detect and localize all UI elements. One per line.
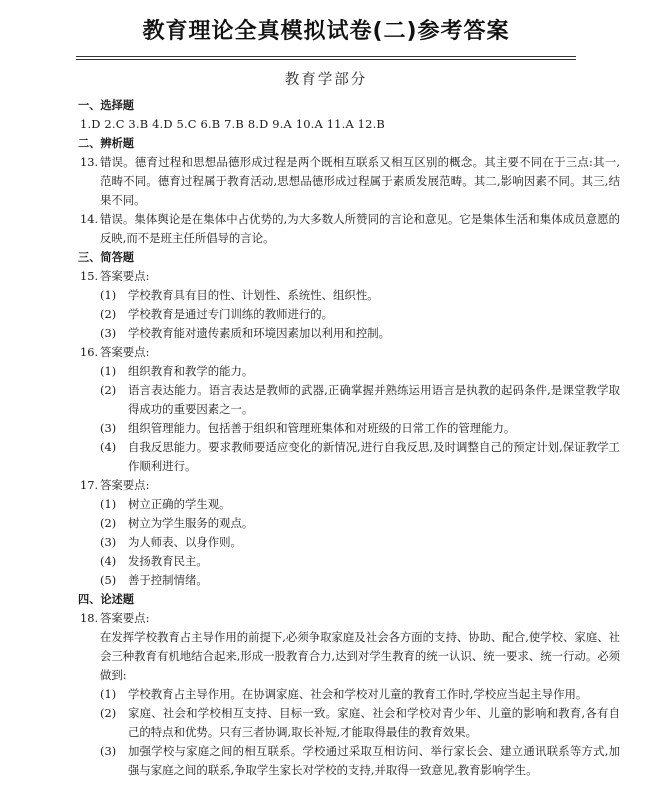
answer-point [80,571,620,590]
point-text: 学校教育具有目的性、计划性、系统性、组织性。 [128,288,379,302]
point-text: 学校教育是通过专门训练的教师进行的。 [128,307,334,321]
point-number: (1) [100,288,117,302]
section-heading-analysis: 二、辨析题 [78,137,134,150]
question-number: 16. [80,345,99,359]
point-number: (2) [100,516,117,530]
essay-intro: 在发挥学校教育占主导作用的前提下,必须争取家庭及社会各方面的支持、协助、配合,使学校、家庭、社会三种教育有机地结合起来,形成一股教育合力,达到对学生教育的统一认识、统一要求、统一行动。必须做到: [100,630,620,682]
point-text: 语言表达能力。语言表达是教师的武器,正确掌握并熟练运用语言是执教的起码条件,是课堂教学取得成功的重要因素之一。 [128,383,620,416]
question-number: 18. [80,611,99,625]
point-number: (1) [100,497,117,511]
answer-point [80,324,620,343]
point-number: (1) [100,687,117,701]
question-18 [80,609,620,628]
answer-point [80,685,620,704]
answer-body [80,96,620,780]
question-17 [80,476,620,495]
answer-point [80,286,620,305]
question-answer-text: 错误。集体舆论是在集体中占优势的,为大多数人所赞同的言论和意见。它是集体生活和集体成员意愿的反映,而不是班主任所倡导的言论。 [100,212,620,245]
point-number: (3) [100,535,117,549]
title-rule-top [76,56,576,57]
point-text: 为人师表、以身作则。 [128,535,242,549]
point-text: 组织管理能力。包括善于组织和管理班集体和对班级的日常工作的管理能力。 [128,421,516,435]
answer-point [80,742,620,780]
point-number: (5) [100,573,117,587]
point-number: (2) [100,706,117,720]
choice-answers: 1.D 2.C 3.B 4.D 5.C 6.B 7.B 8.D 9.A 10.A 11.A 12.B [80,117,385,131]
point-number: (1) [100,364,117,378]
question-number: 13. [80,155,99,169]
question-13 [80,153,620,210]
point-text: 树立正确的学生观。 [128,497,231,511]
answer-point [80,419,620,438]
point-text: 加强学校与家庭之间的相互联系。学校通过采取互相访问、举行家长会、建立通讯联系等方式,加强与家庭之间的联系,争取学生家长对学校的支持,并取得一致意见,教育影响学生。 [128,744,620,777]
point-number: (4) [100,440,117,454]
answer-points-label: 答案要点: [100,478,150,492]
point-text: 善于控制情绪。 [128,573,208,587]
point-number: (3) [100,421,117,435]
answer-point [80,552,620,571]
answer-point [80,495,620,514]
question-14 [80,210,620,248]
title-rule-bottom [76,59,576,60]
section-heading-essay: 四、论述题 [78,593,134,606]
answer-point [80,305,620,324]
section-heading-choice: 一、选择题 [78,99,134,112]
question-16 [80,343,620,362]
answer-point [80,362,620,381]
answer-point [80,533,620,552]
answer-point [80,438,620,476]
point-number: (3) [100,326,117,340]
answer-points-label: 答案要点: [100,611,150,625]
answer-points-label: 答案要点: [100,345,150,359]
question-number: 14. [80,212,99,226]
point-number: (4) [100,554,117,568]
section-subtitle: 教育学部分 [284,72,368,88]
question-15 [80,267,620,286]
question-number: 15. [80,269,99,283]
question-number: 17. [80,478,99,492]
point-text: 树立为学生服务的观点。 [128,516,254,530]
question-answer-text: 错误。德育过程和思想品德形成过程是两个既相互联系又相互区别的概念。其主要不同在于三点:其一,范畴不同。德育过程属于教育活动,思想品德形成过程属于素质发展范畴。其二,影响因素不同。其三,结果不同。 [100,155,620,207]
answer-points-label: 答案要点: [100,269,150,283]
answer-point [80,704,620,742]
point-text: 自我反思能力。要求教师要适应变化的新情况,进行自我反思,及时调整自己的预定计划,保证教学工作顺利进行。 [128,440,620,473]
point-text: 学校教育占主导作用。在协调家庭、社会和学校对儿童的教育工作时,学校应当起主导作用。 [128,687,588,701]
point-number: (2) [100,383,117,397]
answer-point [80,514,620,533]
point-text: 发扬教育民主。 [128,554,208,568]
point-text: 家庭、社会和学校相互支持、目标一致。家庭、社会和学校对青少年、儿童的影响和教育,各有自己的特点和优势。只有三者协调,取长补短,才能取得最佳的教育效果。 [128,706,620,739]
section-heading-short-answer: 三、简答题 [78,251,134,264]
point-text: 学校教育能对遗传素质和环境因素加以利用和控制。 [128,326,390,340]
point-text: 组织教育和教学的能力。 [128,364,254,378]
page-title: 教育理论全真模拟试卷(二)参考答案 [142,19,510,44]
answer-point [80,381,620,419]
point-number: (3) [100,744,117,758]
point-number: (2) [100,307,117,321]
